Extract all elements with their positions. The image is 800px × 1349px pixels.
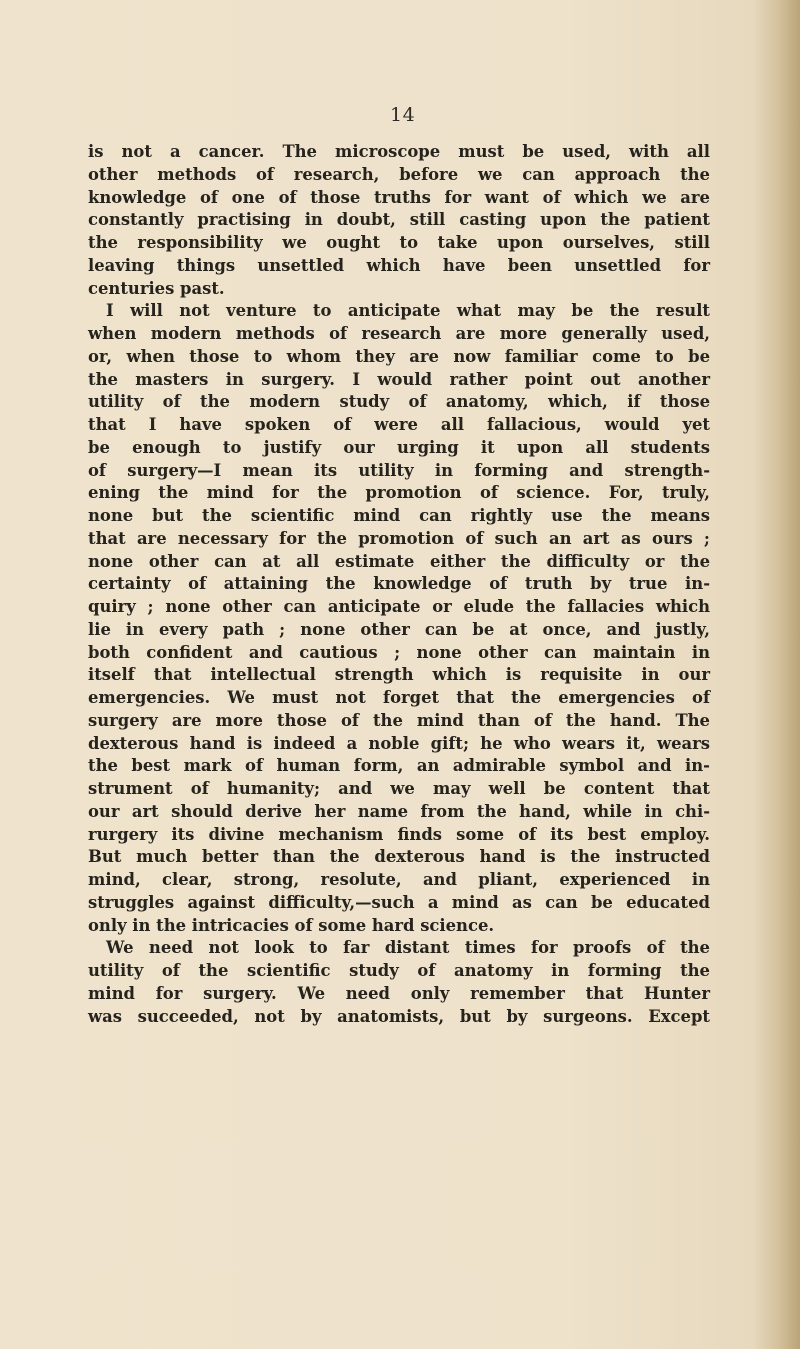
text-line: none but the scientific mind can rightly use the means — [88, 506, 710, 525]
text-line: both confident and cautious ; none other can maintain in — [88, 642, 710, 662]
text-line: the best mark of human form, an admirable symbol and in- — [88, 756, 710, 776]
text-line: utility of the scientific study of anatomy in forming the — [88, 961, 710, 980]
text-line: surgery are more those of the mind than of the hand. The — [88, 710, 710, 730]
text-line: rurgery its divine mechanism finds some of its best employ. — [88, 824, 710, 844]
text-line: dexterous hand is indeed a noble gift; he who wears it, wears — [88, 733, 710, 753]
text-line: leaving things unsettled which have been unsettled for — [88, 255, 710, 275]
text-line: emergencies. We must not forget that the emergencies of — [88, 688, 710, 707]
text-line: strument of humanity; and we may well be content that — [88, 779, 710, 798]
text-line: only in the intricacies of some hard science. — [88, 915, 495, 935]
text-line: mind, clear, strong, resolute, and pliant, experienced in — [88, 870, 710, 889]
text-line: none other can at all estimate either the difficulty or the — [88, 551, 710, 571]
text-line: was succeeded, not by anatomists, but by surgeons. Except — [88, 1006, 710, 1026]
text-line: mind for surgery. We need only remember that Hunter — [88, 983, 710, 1003]
text-line: lie in every path ; none other can be at once, and justly, — [88, 619, 710, 639]
text-line: of surgery—I mean its utility in forming and strength- — [88, 460, 710, 480]
text-line: itself that intellectual strength which is requisite in our — [88, 665, 710, 685]
text-line: knowledge of one of those truths for want of which we are — [88, 187, 710, 207]
text-line: I will not venture to anticipate what may be the result — [106, 301, 710, 321]
text-line: be enough to justify our urging it upon all students — [88, 437, 710, 457]
text-line: is not a cancer. The microscope must be used, with all — [88, 142, 710, 161]
text-line: We need not look to far distant times for proofs of the — [106, 938, 710, 958]
page-number: 14 — [390, 104, 416, 126]
text-line: But much better than the dexterous hand is the instructed — [88, 847, 710, 867]
text-line: the masters in surgery. I would rather point out another — [88, 369, 710, 389]
text-line: our art should derive her name from the hand, while in chi- — [88, 801, 710, 821]
text-line: that are necessary for the promotion of such an art as ours ; — [88, 528, 710, 548]
text-line: the responsibility we ought to take upon ourselves, still — [88, 233, 710, 252]
text-line: constantly practising in doubt, still casting upon the patient — [88, 210, 710, 230]
text-line: utility of the modern study of anatomy, which, if those — [88, 392, 710, 412]
text-line: other methods of research, before we can approach the — [88, 164, 710, 184]
text-line: ening the mind for the promotion of science. For, truly, — [88, 483, 710, 503]
text-line: or, when those to whom they are now familiar come to be — [88, 346, 710, 366]
body-text — [88, 141, 710, 1028]
text-line: that I have spoken of were all fallacious, would yet — [88, 415, 710, 434]
text-line: struggles against difficulty,—such a mind as can be educated — [88, 892, 710, 912]
text-line: quiry ; none other can anticipate or elude the fallacies which — [88, 597, 710, 616]
text-line: when modern methods of research are more generally used, — [88, 324, 710, 343]
page-edge-shadow — [754, 0, 800, 1349]
text-line: certainty of attaining the knowledge of truth by true in- — [88, 574, 710, 594]
text-line: centuries past. — [88, 278, 225, 298]
